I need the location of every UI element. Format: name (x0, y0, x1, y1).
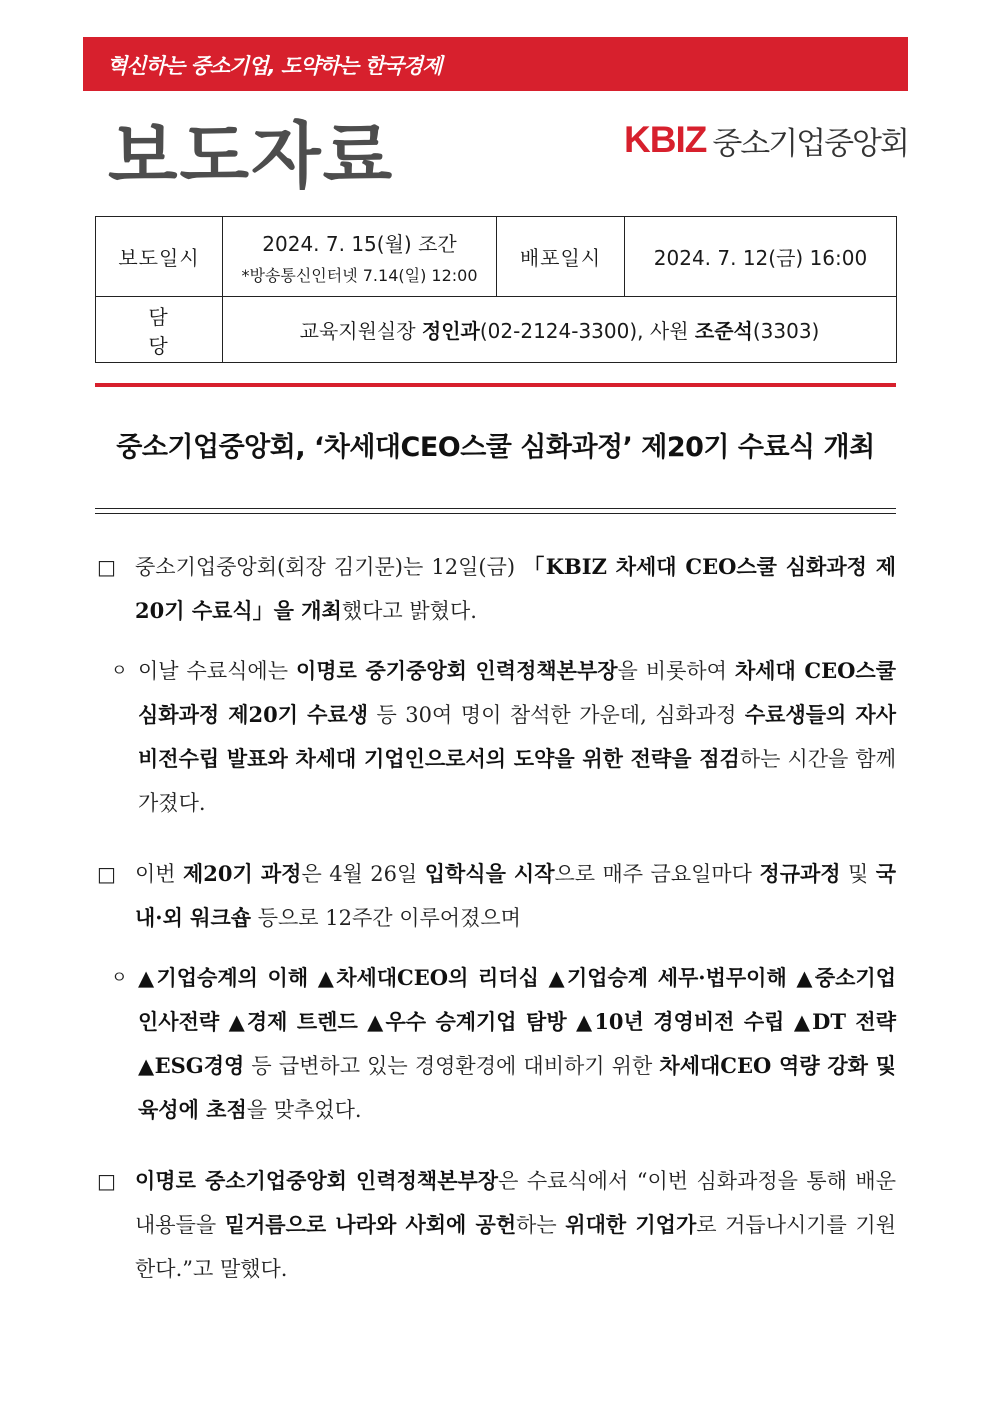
distribute-date: 2024. 7. 12(금) 16:00 (625, 217, 897, 297)
text-span: 이번 (135, 862, 184, 886)
bold-span: 정규과정 (759, 861, 841, 886)
release-info-table (95, 216, 897, 363)
banner-slogan: 혁신하는 중소기업, 도약하는 한국경제 (107, 54, 442, 78)
article-body (95, 545, 896, 1291)
release-broadcast-note: *방송통신인터넷 7.14(일) 12:00 (241, 265, 478, 285)
bold-span: 위대한 기업가 (565, 1212, 697, 1237)
bold-span: 이명로 중기중앙회 인력정책본부장 (295, 658, 618, 683)
red-divider (95, 383, 896, 387)
release-label: 보도일시 (96, 217, 223, 297)
bold-span: 「KBIZ 차세대 CEO스쿨 심화과정 제20기 수료식」을 개최 (135, 554, 896, 623)
headline: 중소기업중앙회, ‘차세대CEO스쿨 심화과정’ 제20기 수료식 개최 (116, 432, 875, 463)
text-span: 으로 매주 금요일마다 (554, 862, 760, 886)
kbiz-logo (624, 118, 908, 162)
text-span: 이날 수료식에는 (138, 659, 296, 683)
bold-span: 국내·외 워크숍 (135, 861, 897, 930)
bold-span: 밑거름으로 나라와 사회에 공헌 (224, 1212, 517, 1237)
bold-span: ▲기업승계의 이해 ▲차세대CEO의 리더십 ▲기업승계 세무·법무이해 ▲중소기업 인사전략 ▲경제 트렌드 ▲우수 승계기업 탐방 ▲10년 경영비전 수립 ▲DT 전략 ▲ESG경영 (138, 965, 896, 1078)
text-span: 은 수료식에서 “이번 심화과정을 통해 배운 내용들을 (135, 1169, 897, 1237)
paragraph-3 (95, 1159, 896, 1291)
contact-2-phone: (3303) (752, 319, 820, 343)
bold-span: 입학식을 시작 (424, 861, 555, 886)
circle-bullet-icon: ㅇ (111, 661, 128, 681)
distribute-label: 배포일시 (497, 217, 625, 297)
text-span: 하는 시간을 함께 가졌다. (138, 747, 896, 815)
square-bullet-icon: □ (97, 862, 116, 886)
circle-bullet-icon: ㅇ (111, 968, 128, 988)
text-span: 을 비롯하여 (617, 659, 735, 683)
logo-mark: KBIZ (624, 119, 707, 160)
text-span: 로 거듭나시기를 기원한다.”고 말했다. (135, 1213, 896, 1281)
text-span: 및 (840, 862, 876, 886)
square-bullet-icon: □ (97, 555, 116, 579)
contact-1-prefix: 교육지원실장 (299, 319, 422, 343)
contact-info (223, 297, 897, 363)
text-span: 등 30여 명이 참석한 가운데, 심화과정 (368, 703, 745, 727)
paragraph-1 (95, 545, 896, 633)
bold-span: 수료생들의 자사 비전수립 발표와 차세대 기업인으로서의 도약을 위한 전략을 점검 (138, 702, 896, 771)
release-date: 2024. 7. 15(월) 조간 (262, 231, 457, 256)
paragraph-2 (95, 852, 896, 940)
square-bullet-icon: □ (97, 1169, 116, 1193)
text-span: 등으로 12주간 이루어졌으며 (251, 906, 521, 930)
bold-span: 제20기 과정 (183, 861, 302, 886)
contact-1-name: 정인과 (421, 319, 480, 343)
contact-label: 담당 (96, 297, 223, 363)
text-span: 했다고 밝혔다. (341, 599, 477, 623)
text-span: 등 급변하고 있는 경영환경에 대비하기 위한 (244, 1054, 660, 1078)
paragraph-2-sub (95, 956, 896, 1132)
bold-span: 차세대CEO 역량 강화 및 육성에 초점 (138, 1053, 897, 1122)
text-span: 하는 (516, 1213, 566, 1237)
document-type-title: 보도자료 (108, 114, 395, 198)
contact-1-phone: (02-2124-3300), 사원 (479, 319, 695, 343)
logo-org-name: 중소기업중앙회 (712, 125, 908, 162)
text-span: 을 맞추었다. (246, 1098, 362, 1122)
bold-span: 차세대 CEO스쿨 심화과정 제20기 수료생 (138, 658, 897, 727)
paragraph-1-sub (95, 649, 896, 825)
release-date-cell (223, 217, 497, 297)
contact-2-name: 조준석 (694, 319, 753, 343)
bold-span: 이명로 중소기업중앙회 인력정책본부장 (135, 1168, 499, 1193)
text-span: 중소기업중앙회(회장 김기문)는 12일(금) (135, 555, 524, 579)
headline-double-divider (95, 508, 896, 514)
slogan-banner (83, 37, 908, 91)
text-span: 은 4월 26일 (301, 862, 425, 886)
